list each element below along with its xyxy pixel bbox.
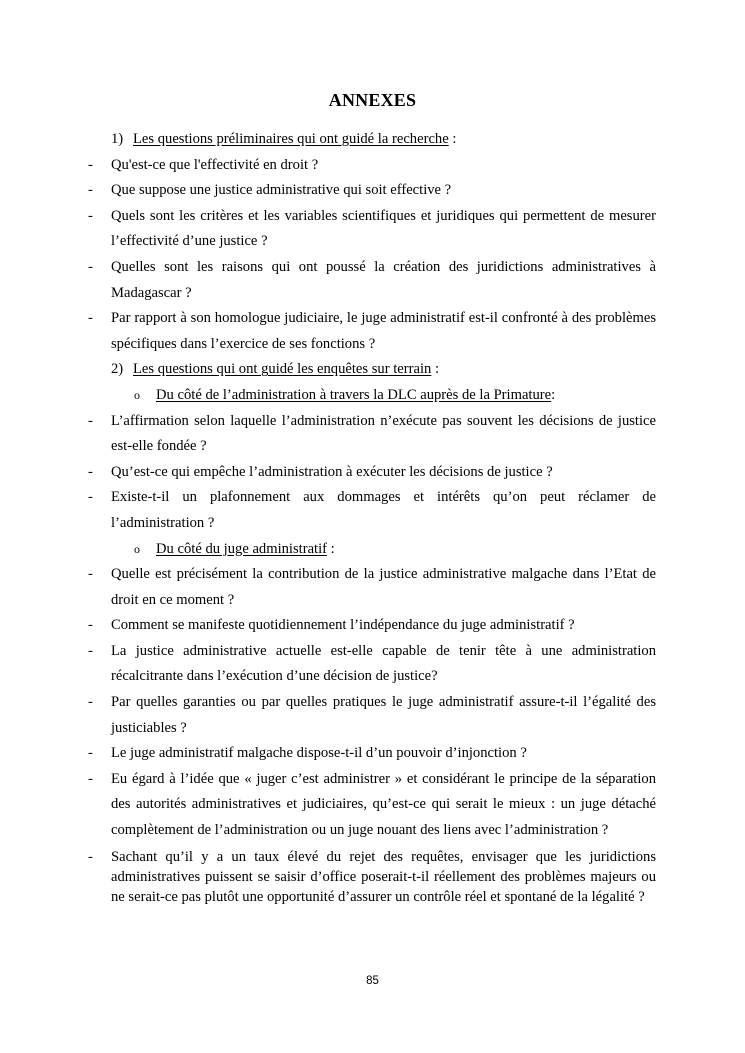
question-text: Existe-t-il un plafonnement aux dommages et intérêts qu’on peut réclamer de l’administration ? <box>111 489 656 531</box>
list-item <box>0 409 745 460</box>
subsection-heading-text: Du côté de l’administration à travers la DLC auprès de la Primature <box>156 386 552 403</box>
list-item <box>0 741 745 767</box>
list-item <box>0 639 745 690</box>
question-text: Comment se manifeste quotidiennement l’indépendance du juge administratif ? <box>111 617 575 634</box>
list-item <box>0 613 745 639</box>
subsection-heading-text: Du côté du juge administratif <box>156 540 328 557</box>
question-text: La justice administrative actuelle est-elle capable de tenir tête à une administration récalcitrante dans l’exécution d’une décision de justice? <box>111 642 656 685</box>
question-text: Quelles sont les raisons qui ont poussé la création des juridictions administratives à Madagascar ? <box>111 258 656 301</box>
list-item <box>0 178 745 204</box>
section-1-heading <box>0 127 745 153</box>
question-text: Par quelles garanties ou par quelles pratiques le juge administratif assure-t-il l’égalité des justiciables ? <box>111 694 656 736</box>
heading-suffix: : <box>327 540 335 557</box>
dash-bullet: - <box>88 463 93 480</box>
circle-bullet: o <box>134 541 140 556</box>
question-text: L’affirmation selon laquelle l’administration n’exécute pas souvent les décisions de justice est-elle fondée ? <box>111 412 656 455</box>
question-text: Qu’est-ce qui empêche l’administration à exécuter les décisions de justice ? <box>111 463 553 480</box>
subsection-2-heading <box>0 537 745 563</box>
dash-bullet: - <box>88 770 93 787</box>
question-text: Que suppose une justice administrative qui soit effective ? <box>111 182 452 199</box>
dash-bullet: - <box>88 182 93 199</box>
question-text: Par rapport à son homologue judiciaire, le juge administratif est-il confronté à des problèmes spécifiques dans l’exercice de ses fonctions ? <box>111 310 656 352</box>
dash-bullet: - <box>88 566 93 583</box>
dash-bullet: - <box>88 642 93 659</box>
question-text: Eu égard à l’idée que « juger c’est administrer » et considérant le principe de la séparation des autorités administratives et judiciaires, qu’est-ce qui serait le mieux : un juge détaché complètement de l’administration ou un juge nouant des liens avec l’administration ? <box>111 770 656 839</box>
dash-bullet: - <box>88 848 93 865</box>
annex-content <box>0 127 745 907</box>
page-title: ANNEXES <box>328 90 417 110</box>
question-text: Quels sont les critères et les variables scientifiques et juridiques qui permettent de mesurer l’effectivité d’une justice ? <box>111 207 656 250</box>
question-text: Le juge administratif malgache dispose-t-il d’un pouvoir d’injonction ? <box>111 745 527 762</box>
subsection-1-heading <box>0 383 745 409</box>
list-item <box>0 255 745 306</box>
dash-bullet: - <box>88 745 93 762</box>
question-text: Qu'est-ce que l'effectivité en droit ? <box>111 156 319 173</box>
dash-bullet: - <box>88 310 93 327</box>
dash-bullet: - <box>88 207 93 224</box>
heading-suffix: : <box>431 361 439 378</box>
list-item <box>0 204 745 255</box>
list-item <box>0 562 745 613</box>
page-number: 85 <box>366 975 379 987</box>
section-number: 2) <box>111 361 124 378</box>
dash-bullet: - <box>88 156 93 173</box>
dash-bullet: - <box>88 694 93 711</box>
question-text: Sachant qu’il y a un taux élevé du rejet des requêtes, envisager que les juridictions administratives puissent se saisir d’office poserait-t-il réellement des problèmes majeurs ou ne serait-ce pas plutôt une opportunité d’assurer un contrôle réel et spontané de la légalité ? <box>111 848 656 906</box>
heading-suffix: : <box>551 386 556 403</box>
circle-bullet: o <box>134 387 140 402</box>
list-item <box>0 485 745 536</box>
list-item <box>0 460 745 486</box>
list-item <box>0 690 745 741</box>
question-text: Quelle est précisément la contribution de la justice administrative malgache dans l’Etat de droit en ce moment ? <box>111 566 656 608</box>
list-item <box>0 847 745 908</box>
dash-bullet: - <box>88 412 93 429</box>
heading-suffix: : <box>448 131 457 147</box>
section-heading-text: Les questions préliminaires qui ont guidé la recherche <box>133 131 449 147</box>
dash-bullet: - <box>88 617 93 634</box>
section-2-heading <box>0 357 745 383</box>
list-item <box>0 767 745 844</box>
list-item <box>0 306 745 357</box>
list-item <box>0 153 745 179</box>
section-number: 1) <box>111 131 124 147</box>
dash-bullet: - <box>88 258 93 275</box>
section-heading-text: Les questions qui ont guidé les enquêtes sur terrain <box>133 361 432 378</box>
dash-bullet: - <box>88 489 93 506</box>
